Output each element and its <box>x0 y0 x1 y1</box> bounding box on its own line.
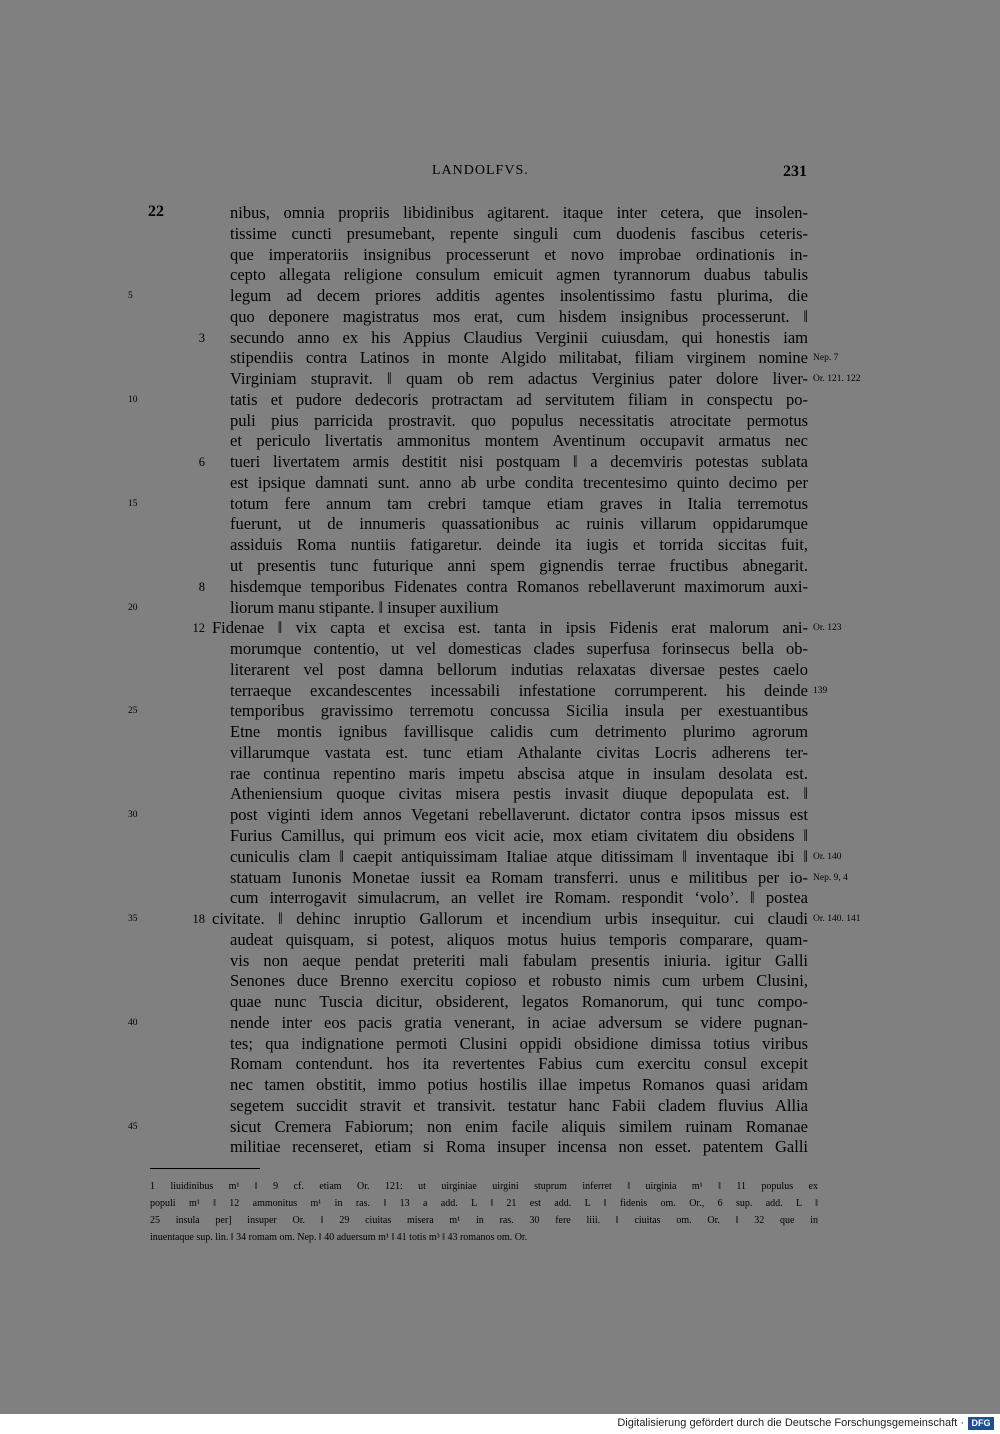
line-text: Furius Camillus, qui primum eos vicit acie, mox etiam civitatem diu obsidens ‖ <box>230 825 808 845</box>
line-text: secundo anno ex his Appius Claudius Verginii cuiusdam, qui honestis iam <box>230 327 808 347</box>
text-line <box>0 681 1000 702</box>
text-line <box>0 660 1000 681</box>
line-text: tueri livertatem armis destitit nisi postquam ‖ a decemviris potestas sublata <box>230 452 808 472</box>
text-line <box>0 286 1000 307</box>
text-line <box>0 784 1000 805</box>
line-text: Virginiam stupravit. ‖ quam ob rem adactus Verginius pater dolore liver- <box>230 369 808 389</box>
line-text: stipendiis contra Latinos in monte Algido militabat, filiam virginem nomine <box>230 348 808 368</box>
line-number: 25 <box>128 706 138 717</box>
line-number: 15 <box>128 498 138 509</box>
text-line <box>0 930 1000 951</box>
footnote-rule <box>150 1168 260 1169</box>
page-number: 231 <box>783 163 807 180</box>
text-line <box>0 369 1000 390</box>
line-text: tes; qua indignatione permoti Clusini oppidi obsidione dimissa totius viribus <box>230 1033 808 1053</box>
line-text: literarent vel post damna bellorum indutias relaxatas diversae pestes caelo <box>230 659 808 679</box>
line-text: cum interrogavit simulacrum, an vellet ire Romam. respondit ‘volo’. ‖ postea <box>230 888 808 908</box>
text-line <box>0 494 1000 515</box>
line-text: est ipsique damnati sunt. anno ab urbe condita trecentesimo quinto decimo per <box>230 472 808 492</box>
text-line <box>0 971 1000 992</box>
footnote-line: 25 insula per] insuper Or. ‖ 29 ciuitas misera m¹ in ras. 30 fere liii. ‖ ciuitas om. Or. ‖ 32 que in <box>150 1215 818 1226</box>
line-text: Fidenae ‖ vix capta et excisa est. tanta in ipsis Fidenis erat malorum ani- <box>212 618 808 638</box>
footer-credit: Digitalisierung gefördert durch die Deutsche Forschungsgemeinschaft · <box>617 1417 964 1429</box>
line-text: vis non aeque pendat preteriti mali fabulam presentis iniuria. igitur Galli <box>230 950 808 970</box>
line-text: cepto allegata religione consulum emicuit agmen tyrannorum duabus tabulis <box>230 265 808 285</box>
line-number: 35 <box>128 914 138 925</box>
text-line <box>0 598 1000 619</box>
text-line <box>0 909 1000 930</box>
running-header <box>0 163 1000 185</box>
line-text: quo deponere magistratus mos erat, cum hisdem insignibus processerunt. ‖ <box>230 306 808 326</box>
margin-reference: Nep. 9, 4 <box>813 872 848 883</box>
text-line <box>0 888 1000 909</box>
text-line <box>0 556 1000 577</box>
margin-reference: Or. 140. 141 <box>813 914 861 925</box>
line-text: quae nunc Tuscia dicitur, obsiderent, legatos Romanorum, qui tunc compo- <box>230 992 808 1012</box>
source-reference: 6 <box>198 455 205 470</box>
text-line <box>0 701 1000 722</box>
apparatus-criticus <box>150 1178 818 1246</box>
line-text: nibus, omnia propriis libidinibus agitarent. itaque inter cetera, que insolen- <box>230 203 808 222</box>
line-text: puli pius parricida prostravit. quo populus necessitatis atrocitate permotus <box>230 410 808 430</box>
line-text: statuam Iunonis Monetae iussit ea Romam transferri. unus e militibus per io- <box>230 867 808 887</box>
line-text: fuerunt, ut de innumeris quassationibus ac ruinis villarum oppidarumque <box>230 514 808 534</box>
line-number: 45 <box>128 1121 138 1132</box>
text-line <box>0 245 1000 266</box>
line-text: villarumque vastata est. tunc etiam Athalante civitas Locris adherens ter- <box>230 742 808 762</box>
text-line <box>0 805 1000 826</box>
line-text: cuniculis clam ‖ caepit antiquissimam Italiae atque ditissimam ‖ inventaque ibi ‖ <box>230 846 808 866</box>
margin-reference: Or. 123 <box>813 623 842 634</box>
line-text: temporibus gravissimo terremotu concussa Sicilia insula per exestuantibus <box>230 701 808 721</box>
text-line <box>0 1137 1000 1158</box>
text-line <box>0 1054 1000 1075</box>
digitization-footer <box>0 1414 1000 1434</box>
footnote-line: inuentaque sup. lin. ‖ 34 romam om. Nep. ‖ 40 aduersum m¹ ‖ 41 totis m³ ‖ 43 romanos om. Or. <box>150 1232 528 1243</box>
text-line <box>0 639 1000 660</box>
line-text: sicut Cremera Fabiorum; non enim facile aliquis similem ruinam Romanae <box>230 1116 808 1136</box>
main-text <box>0 203 1000 1158</box>
text-line <box>0 411 1000 432</box>
line-text: rae continua repentino maris impetu abscisa atque in insulam desolata est. <box>230 763 808 783</box>
text-line <box>0 847 1000 868</box>
line-text: legum ad decem priores additis agentes insolentissimo fastu plurima, die <box>230 286 808 306</box>
margin-reference: Or. 140 <box>813 851 842 862</box>
line-text: post viginti idem annos Vegetani rebellaverunt. dictator contra ipsos missus est <box>230 805 808 825</box>
text-line <box>0 473 1000 494</box>
source-reference: 18 <box>192 912 205 927</box>
margin-reference: Nep. 7 <box>813 353 839 364</box>
line-text: tissime cuncti presumebant, repente singuli cum duodenis fascibus ceteris- <box>230 223 808 243</box>
line-text: Atheniensium quoque civitas misera pestis invasit diuque depopulata est. ‖ <box>230 784 808 804</box>
line-text: liorum manu stipante. ‖ insuper auxilium <box>230 597 499 617</box>
text-line <box>0 514 1000 535</box>
text-line <box>0 951 1000 972</box>
line-text: hisdemque temporibus Fidenates contra Romanos rebellaverunt maximorum auxi- <box>230 576 808 596</box>
text-line <box>0 1013 1000 1034</box>
text-line <box>0 307 1000 328</box>
text-line <box>0 1034 1000 1055</box>
line-text: Etne montis ignibus favillisque calidis cum detrimento plurimo agrorum <box>230 722 808 742</box>
line-number: 20 <box>128 602 138 613</box>
text-line <box>0 452 1000 473</box>
text-line <box>0 868 1000 889</box>
text-line <box>0 826 1000 847</box>
text-line <box>0 722 1000 743</box>
source-reference: 3 <box>198 330 205 345</box>
text-line <box>0 328 1000 349</box>
text-line <box>0 764 1000 785</box>
text-line <box>0 1075 1000 1096</box>
line-text: ut presentis tunc futurique anni spem gignendis terrae fructibus abnegarit. <box>230 556 808 576</box>
text-line <box>0 535 1000 556</box>
text-line <box>0 203 1000 224</box>
running-title: LANDOLFVS. <box>432 163 529 178</box>
chapter-number: 22 <box>148 203 164 220</box>
line-text: nende inter eos pacis gratia venerant, in aciae adversum se videre pugnan- <box>230 1012 808 1032</box>
dfg-logo: DFG <box>968 1417 994 1430</box>
text-line <box>0 618 1000 639</box>
text-line <box>0 992 1000 1013</box>
line-number: 40 <box>128 1017 138 1028</box>
source-reference: 12 <box>192 621 205 636</box>
line-text: nec tamen obstitit, immo potius hostilis illae impetus Romanos quasi aridam <box>230 1075 808 1095</box>
line-text: segetem succidit stravit et transivit. testatur hanc Fabii cladem fluvius Allia <box>230 1095 808 1115</box>
text-line <box>0 431 1000 452</box>
text-line <box>0 224 1000 245</box>
text-line <box>0 577 1000 598</box>
text-line <box>0 390 1000 411</box>
line-text: que imperatoriis insignibus processerunt et novo improbae ordinationis in- <box>230 244 808 264</box>
line-text: morumque contentio, ut vel domesticas clades superfusa forinsecus bella ob- <box>230 639 808 659</box>
line-number: 5 <box>128 291 133 302</box>
line-number: 30 <box>128 810 138 821</box>
line-text: Romam contendunt. hos ita revertentes Fabius cum exercitu consul excepit <box>230 1054 808 1074</box>
line-text: terraeque excandescentes incessabili infestatione corrumperent. his deinde <box>230 680 808 700</box>
footnote-line: populi m¹ ‖ 12 ammonitus m¹ in ras. ‖ 13 a add. L ‖ 21 est add. L ‖ fidenis om. Or., 6 sup. add. L ‖ <box>150 1198 818 1209</box>
text-line <box>0 1117 1000 1138</box>
source-reference: 8 <box>198 579 205 594</box>
text-line <box>0 348 1000 369</box>
text-line <box>0 265 1000 286</box>
margin-reference: 139 <box>813 685 828 696</box>
footnote-line: 1 liuidinibus m¹ ‖ 9 cf. etiam Or. 121: ut uirginiae uirgini stuprum inferret ‖ uirginia m¹ ‖ 11 populus ex <box>150 1181 818 1192</box>
line-text: militiae recenseret, etiam si Roma insuper incensa non esset. patentem Galli <box>230 1137 808 1157</box>
text-line <box>0 743 1000 764</box>
line-text: totum fere annum tam crebri tamque etiam graves in Italia terremotus <box>230 493 808 513</box>
text-line <box>0 1096 1000 1117</box>
line-text: et periculo livertatis ammonitus montem Aventinum occupavit armatus nec <box>230 431 808 451</box>
line-text: civitate. ‖ dehinc inruptio Gallorum et incendium urbis insequitur. cui claudi <box>212 909 808 929</box>
line-text: assiduis Roma nuntiis fatigaretur. deinde ita iugis et torrida siccitas fuit, <box>230 535 808 555</box>
line-number: 10 <box>128 394 138 405</box>
line-text: tatis et pudore dedecoris protractam ad servitutem filiam in conspectu po- <box>230 389 808 409</box>
margin-reference: Or. 121. 122 <box>813 374 861 385</box>
line-text: audeat quisquam, si potest, aliquos motus huius temporis comparare, quam- <box>230 929 808 949</box>
line-text: Senones duce Brenno exercitu copioso et robusto nimis cum urbem Clusini, <box>230 971 808 991</box>
